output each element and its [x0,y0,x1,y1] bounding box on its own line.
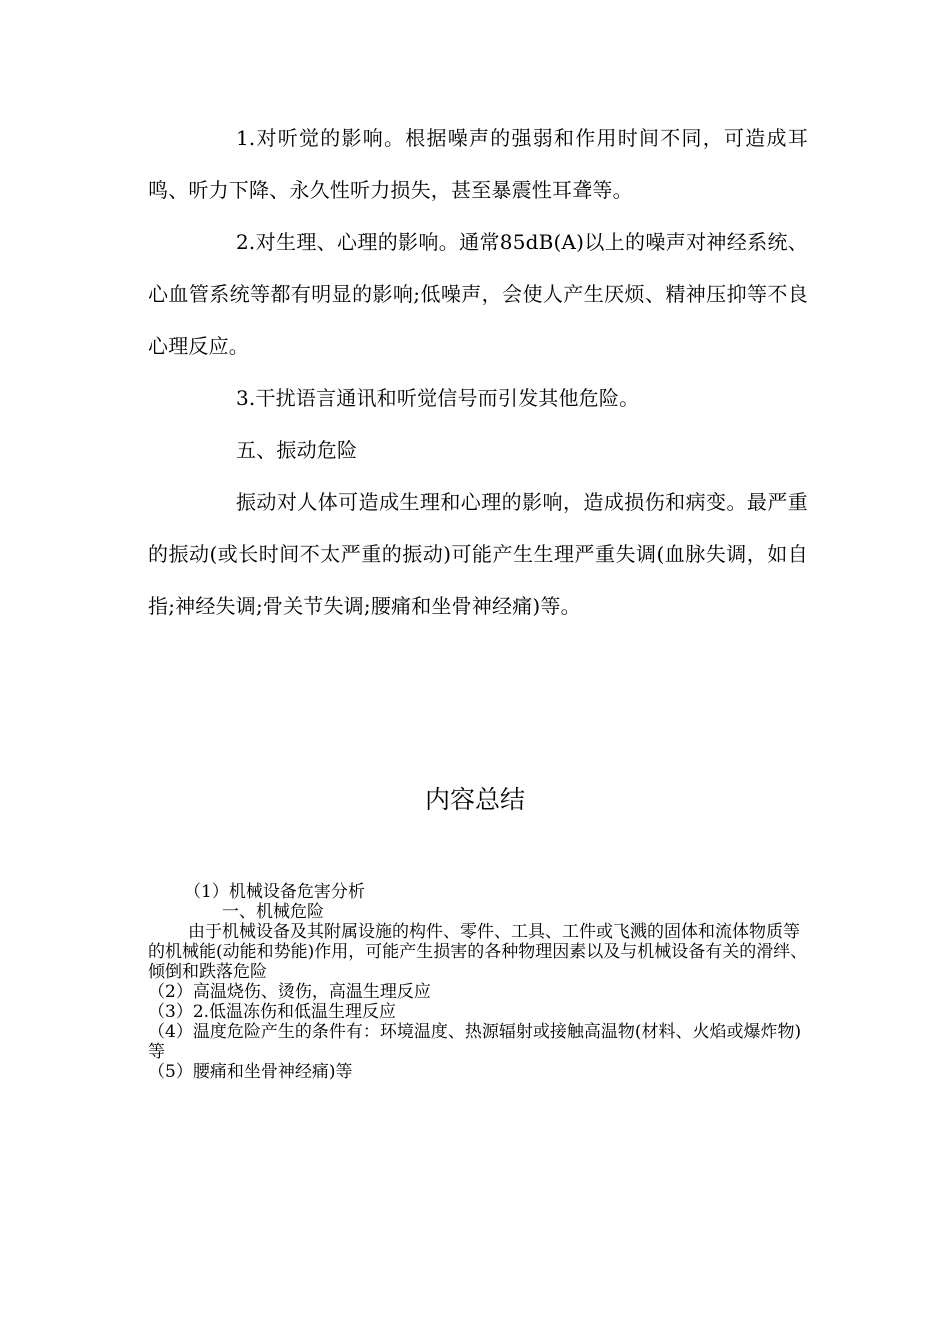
summary-item: （3）2.低温冻伤和低温生理反应 [148,1002,397,1022]
paragraph-physiological-effects: 2.对生理、心理的影响。通常85dB(A)以上的噪声对神经系统、心血管系统等都有明显的影响;低噪声，会使人产生厌烦、精神压抑等不良心理反应。 [148,230,808,358]
paragraph-communication-interference: 3.干扰语言通讯和听觉信号而引发其他危险。 [236,386,640,410]
summary-item: 一、机械危险 [222,902,324,922]
summary-item: （1）机械设备危害分析 [184,882,365,902]
paragraph-hearing-effects: 1.对听觉的影响。根据噪声的强弱和作用时间不同，可造成耳鸣、听力下降、永久性听力损失，甚至暴震性耳聋等。 [148,126,808,202]
summary-title: 内容总结 [424,785,525,814]
summary-list [148,882,808,1082]
summary-item: （5）腰痛和坐骨神经痛)等 [148,1062,353,1082]
summary-item: （4）温度危险产生的条件有：环境温度、热源辐射或接触高温物(材料、火焰或爆炸物)等 [148,1022,802,1062]
summary-item: 由于机械设备及其附属设施的构件、零件、工具、工件或飞溅的固体和流体物质等的机械能(动能和势能)作用，可能产生损害的各种物理因素以及与机械设备有关的滑绊、倾倒和跌落危险 [148,922,808,982]
section-heading-vibration: 五、振动危险 [236,438,358,462]
summary-item: （2）高温烧伤、烫伤，高温生理反应 [148,982,431,1002]
body-text [148,112,808,632]
paragraph-vibration-effects: 振动对人体可造成生理和心理的影响，造成损伤和病变。最严重的振动(或长时间不太严重的振动)可能产生生理严重失调(血脉失调，如自指;神经失调;骨关节失调;腰痛和坐骨神经痛)等。 [148,490,808,618]
